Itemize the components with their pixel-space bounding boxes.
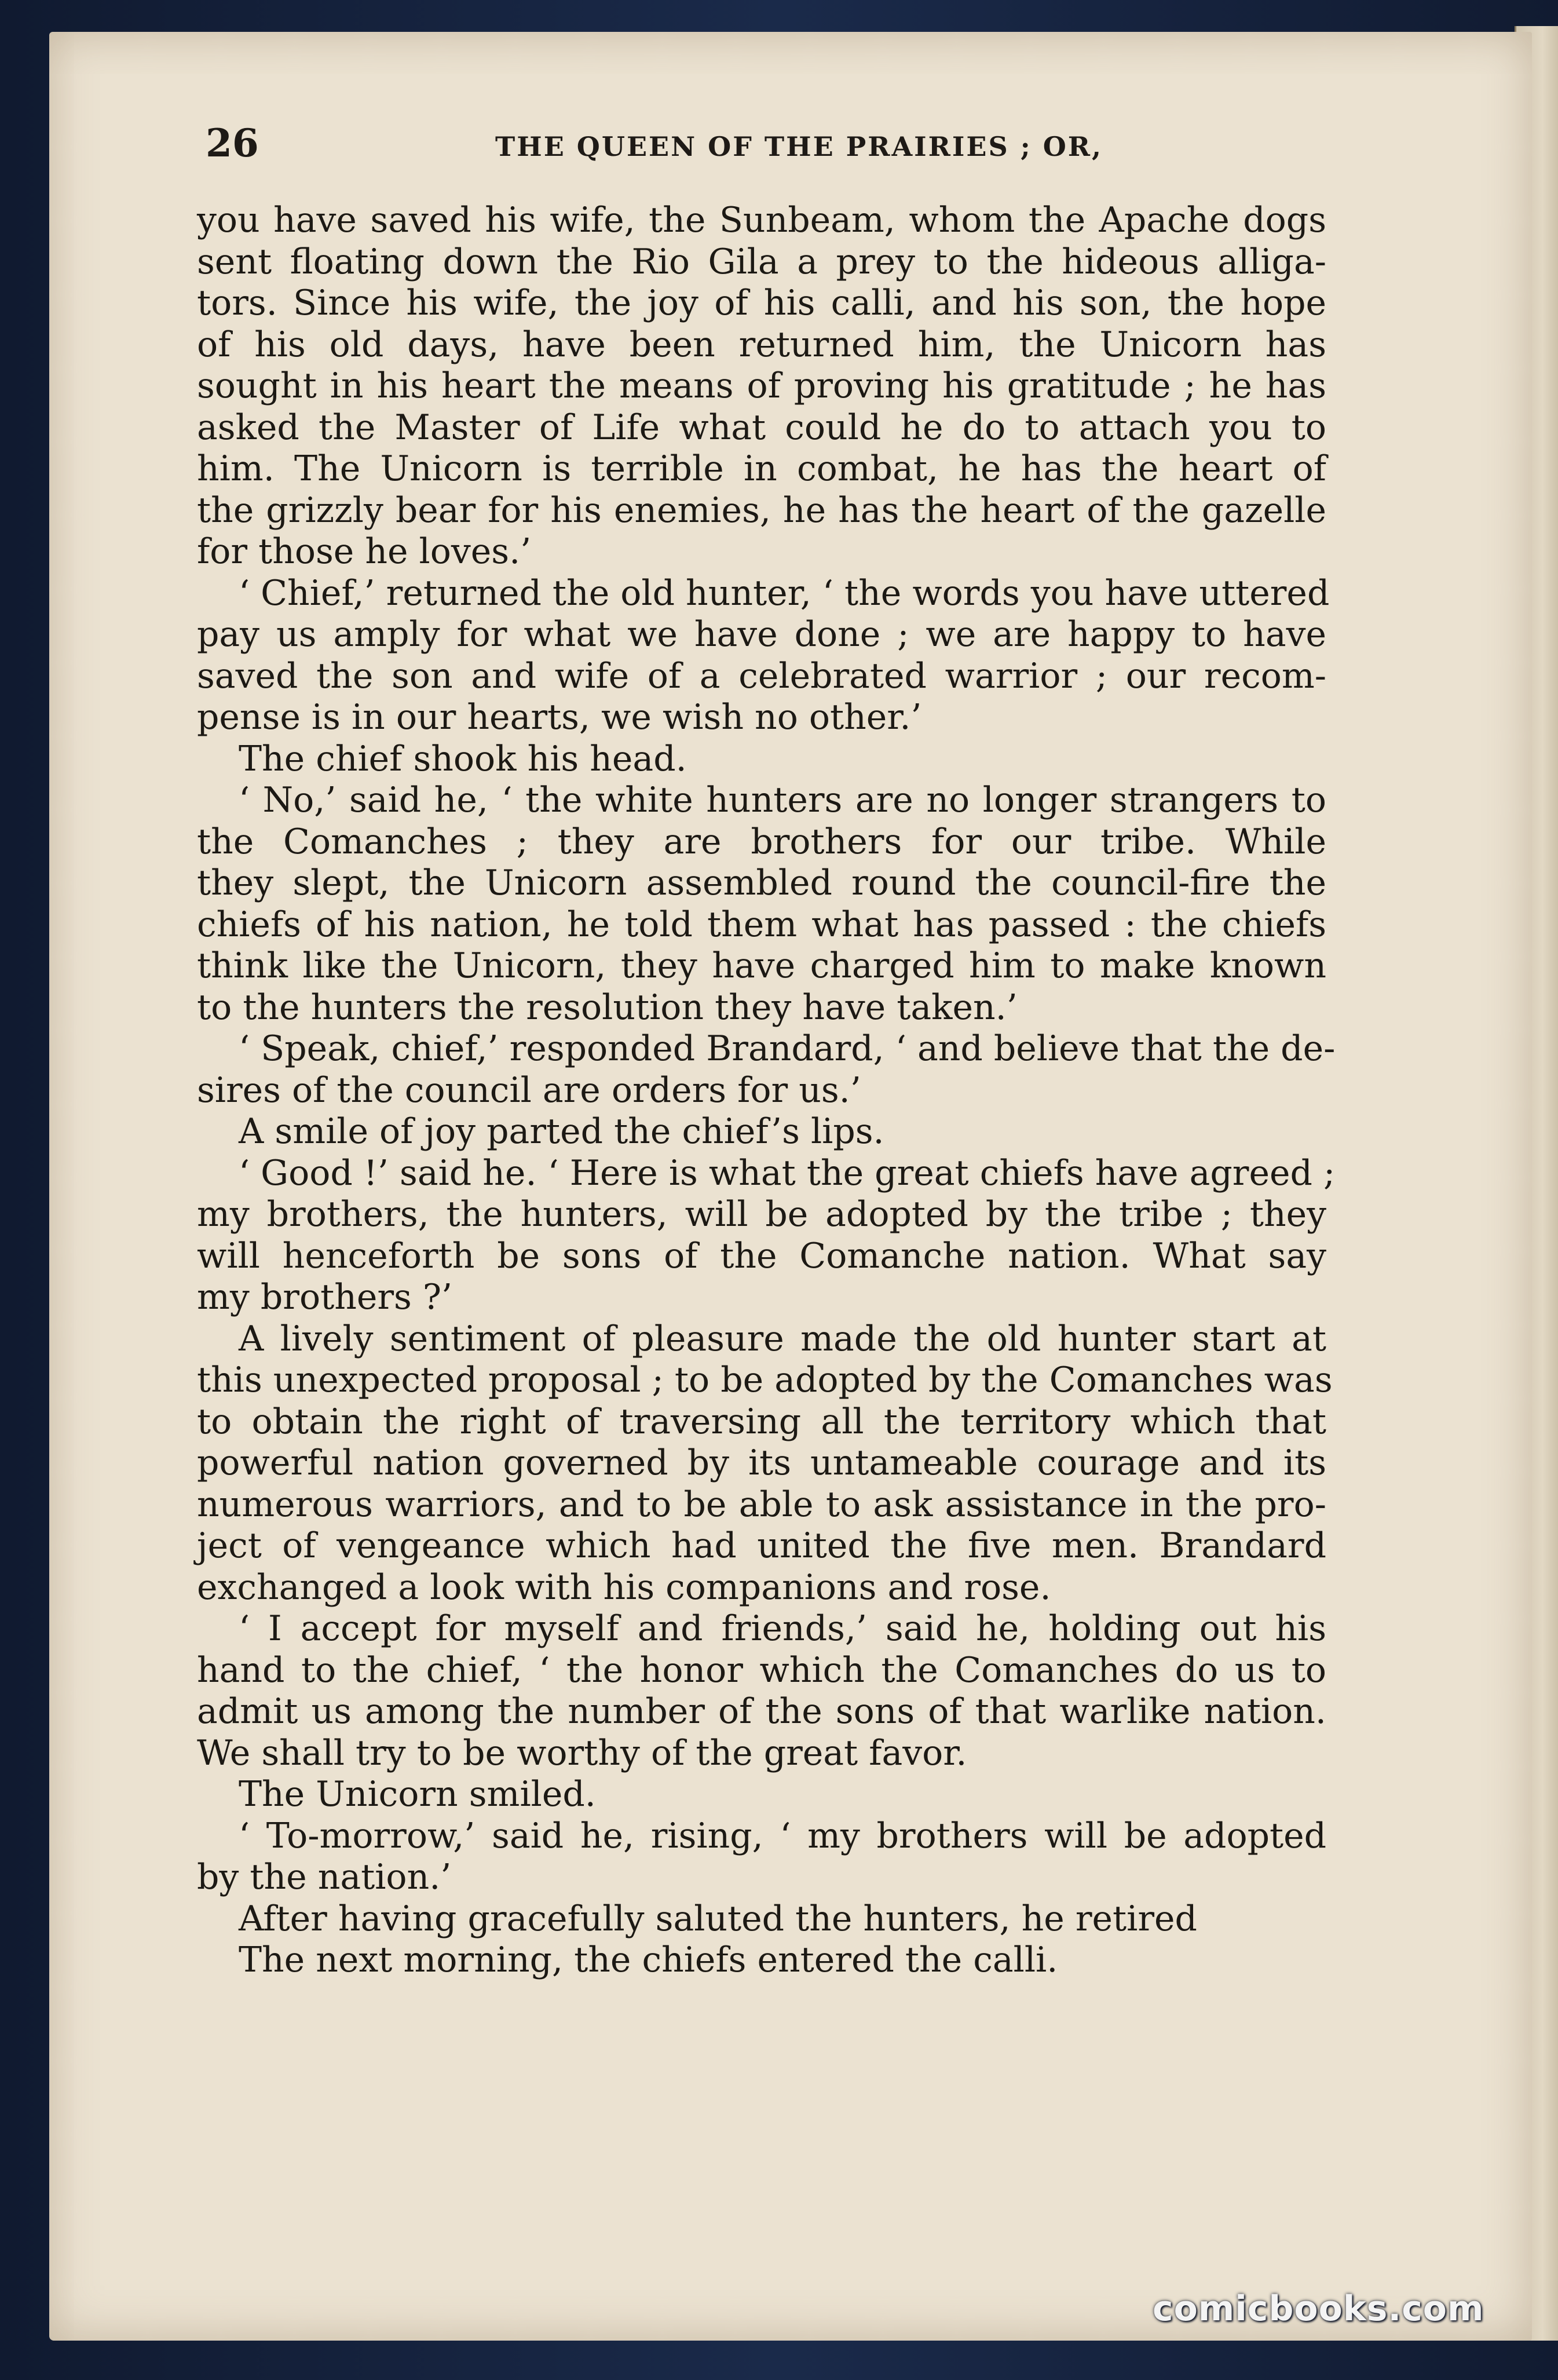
text-line: The chief shook his head. — [239, 738, 687, 779]
text-line: the Comanches ; they are brothers for our tribe. While — [197, 821, 1326, 862]
text-line: for those he loves.’ — [197, 531, 532, 572]
text-line: pense is in our hearts, we wish no other.’ — [197, 697, 922, 738]
text-line: the grizzly bear for his enemies, he has the heart of the gazelle — [197, 490, 1326, 531]
text-line: tors. Since his wife, the joy of his calli, and his son, the hope — [197, 283, 1326, 323]
text-line: The Unicorn smiled. — [239, 1774, 596, 1815]
text-line: will henceforth be sons of the Comanche nation. What say — [197, 1235, 1326, 1276]
text-line: asked the Master of Life what could he do to attach you to — [197, 407, 1326, 448]
text-line: ject of vengeance which had united the five men. Brandard — [197, 1525, 1326, 1566]
text-line: admit us among the number of the sons of that warlike nation. — [197, 1691, 1326, 1732]
text-line: they slept, the Unicorn assembled round the council-fire the — [197, 863, 1326, 903]
text-line: my brothers ?’ — [197, 1277, 453, 1317]
page-number: 26 — [206, 121, 259, 166]
text-line: powerful nation governed by its untameable courage and its — [197, 1443, 1326, 1483]
text-line: hand to the chief, ‘ the honor which the Comanches do us to — [197, 1649, 1326, 1691]
running-head — [206, 121, 1323, 167]
text-line: A smile of joy parted the chief’s lips. — [239, 1111, 884, 1152]
text-line: sent floating down the Rio Gila a prey to the hideous alliga- — [197, 241, 1326, 282]
text-line: sires of the council are orders for us.’ — [197, 1069, 861, 1111]
text-line: him. The Unicorn is terrible in combat, he has the heart of — [197, 448, 1326, 489]
text-line: think like the Unicorn, they have charged him to make known — [197, 946, 1326, 986]
text-line: chiefs of his nation, he told them what has passed : the chiefs — [197, 904, 1326, 945]
text-line: sought in his heart the means of proving his gratitude ; he has — [197, 366, 1326, 406]
text-line: ‘ Speak, chief,’ responded Brandard, ‘ and believe that the de- — [239, 1028, 1336, 1069]
site-watermark: comicbooks.com — [1153, 2288, 1484, 2329]
text-line: of his old days, have been returned him, the Unicorn has — [197, 324, 1326, 365]
text-line: ‘ To-morrow,’ said he, rising, ‘ my brothers will be adopted — [239, 1815, 1326, 1856]
body-text — [197, 200, 1336, 1981]
text-line: exchanged a look with his companions and rose. — [197, 1567, 1051, 1608]
text-line: this unexpected proposal ; to be adopted by the Comanches was — [197, 1360, 1333, 1400]
text-line: by the nation.’ — [197, 1857, 452, 1897]
text-line: numerous warriors, and to be able to ask assistance in the pro- — [197, 1484, 1326, 1525]
text-line: ‘ Chief,’ returned the old hunter, ‘ the words you have uttered — [239, 572, 1330, 614]
text-line: ‘ No,’ said he, ‘ the white hunters are no longer strangers to — [239, 780, 1326, 820]
text-line: to the hunters the resolution they have taken.’ — [197, 987, 1018, 1028]
text-line: ‘ Good !’ said he. ‘ Here is what the great chiefs have agreed ; — [239, 1152, 1336, 1193]
text-line: pay us amply for what we have done ; we are happy to have — [197, 614, 1326, 655]
text-line: We shall try to be worthy of the great favor. — [197, 1732, 967, 1773]
text-line: ‘ I accept for myself and friends,’ said he, holding out his — [239, 1608, 1326, 1649]
text-line: my brothers, the hunters, will be adopted by the tribe ; they — [197, 1194, 1326, 1235]
text-line: saved the son and wife of a celebrated warrior ; our recom- — [197, 655, 1326, 696]
text-line: you have saved his wife, the Sunbeam, whom the Apache dogs — [197, 200, 1326, 240]
running-title: THE QUEEN OF THE PRAIRIES ; OR, — [495, 131, 1103, 162]
text-line: to obtain the right of traversing all the territory which that — [197, 1401, 1326, 1442]
text-line: A lively sentiment of pleasure made the old hunter start at — [239, 1318, 1326, 1359]
text-line: After having gracefully saluted the hunters, he retired — [239, 1898, 1197, 1939]
text-line: The next morning, the chiefs entered the calli. — [239, 1940, 1058, 1980]
